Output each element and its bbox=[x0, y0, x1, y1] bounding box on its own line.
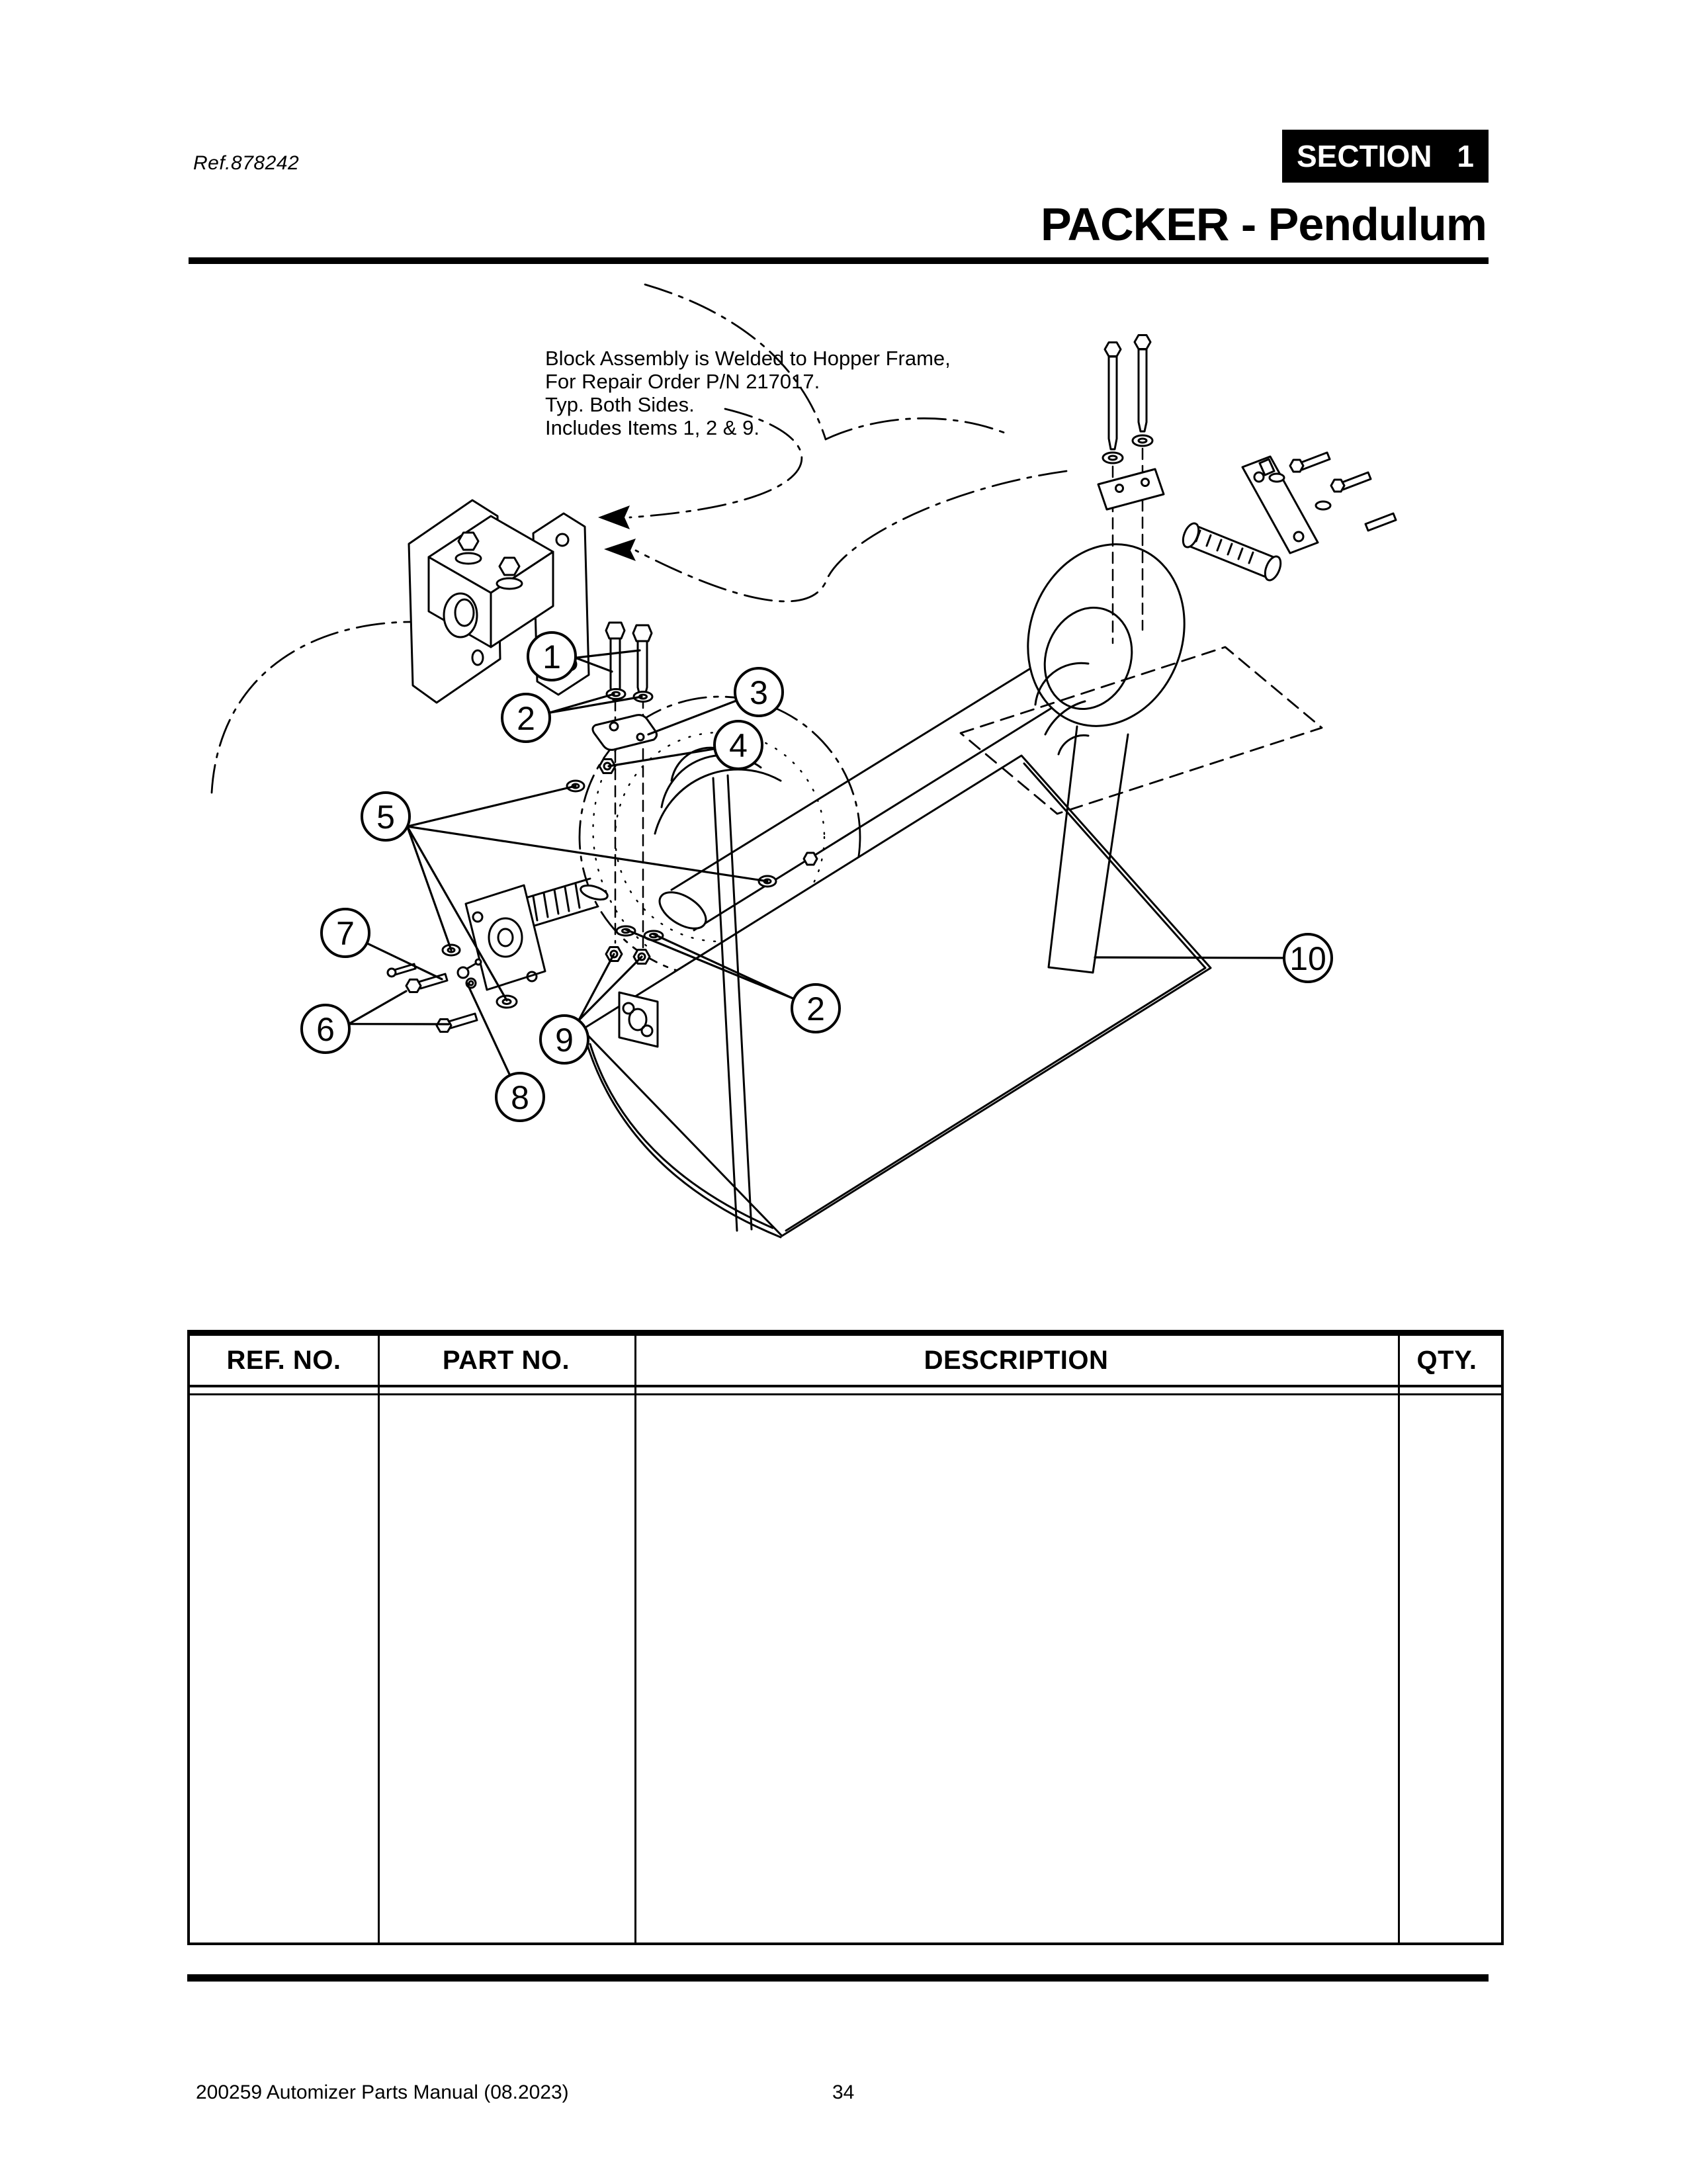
grease-fitting-7 bbox=[458, 959, 481, 978]
callout-number: 7 bbox=[336, 915, 355, 952]
capscrew-6b bbox=[449, 1014, 477, 1028]
capscrew-1-head bbox=[606, 623, 625, 638]
right-mount-cluster bbox=[1098, 335, 1396, 644]
callout-number: 3 bbox=[750, 674, 768, 711]
table-header-qty: QTY. bbox=[1416, 1345, 1477, 1375]
callout-number: 5 bbox=[376, 799, 395, 836]
callout-number: 6 bbox=[316, 1011, 335, 1048]
plate-3 bbox=[593, 715, 657, 750]
table-header-part: PART NO. bbox=[442, 1345, 570, 1375]
callout-leader bbox=[408, 826, 451, 950]
ref-number: Ref.878242 bbox=[193, 152, 300, 174]
diagram-annotation: Block Assembly is Welded to Hopper Frame, For Repair Order P/N 217017. Typ. Both Sides. Includes Items 1, 2 & 9. bbox=[545, 347, 951, 439]
nut-far bbox=[804, 853, 817, 865]
table-header-description: DESCRIPTION bbox=[924, 1345, 1109, 1375]
bushing-rings bbox=[655, 748, 781, 834]
plate-3b bbox=[1098, 469, 1164, 509]
table-column-line bbox=[378, 1336, 380, 1943]
table-header-row bbox=[190, 1336, 1501, 1385]
callout-leader bbox=[349, 991, 406, 1024]
flange-block bbox=[619, 992, 658, 1047]
page-title: PACKER - Pendulum bbox=[1041, 198, 1487, 250]
callout-number: 2 bbox=[517, 700, 535, 737]
callout-leader bbox=[408, 786, 576, 826]
parts-table bbox=[187, 1330, 1504, 1945]
block-bolt-2 bbox=[499, 558, 519, 575]
callout-number: 8 bbox=[511, 1079, 529, 1116]
mount-bracket bbox=[1242, 457, 1318, 553]
title-rule bbox=[189, 257, 1489, 264]
table-column-line bbox=[634, 1336, 636, 1943]
callout-number: 1 bbox=[542, 638, 561, 676]
callout-leader bbox=[1095, 957, 1284, 958]
packer-base-plate bbox=[582, 756, 1211, 1237]
table-header-ref: REF. NO. bbox=[226, 1345, 341, 1375]
callout-leader bbox=[408, 826, 767, 881]
page-number: 34 bbox=[832, 2081, 855, 2103]
footer-rule bbox=[187, 1974, 1489, 1982]
footer-text: 200259 Automizer Parts Manual (08.2023) bbox=[196, 2081, 569, 2103]
table-column-line bbox=[1398, 1336, 1400, 1943]
section-badge-label: SECTION bbox=[1297, 139, 1432, 173]
callout-number: 4 bbox=[729, 727, 748, 764]
section-badge bbox=[1282, 130, 1489, 183]
callout-number: 2 bbox=[806, 990, 825, 1027]
table-header-separator bbox=[190, 1385, 1501, 1395]
callout-number: 10 bbox=[1289, 940, 1326, 977]
pivot-bracket-cluster bbox=[388, 879, 609, 1032]
callout-number: 9 bbox=[555, 1022, 574, 1059]
callout-leader bbox=[609, 749, 714, 766]
callout-leader bbox=[367, 943, 442, 979]
block-bolt-1 bbox=[458, 533, 478, 550]
section-badge-number: 1 bbox=[1457, 139, 1474, 173]
capscrew-2-head bbox=[633, 625, 652, 641]
callout-leader bbox=[579, 954, 614, 1020]
